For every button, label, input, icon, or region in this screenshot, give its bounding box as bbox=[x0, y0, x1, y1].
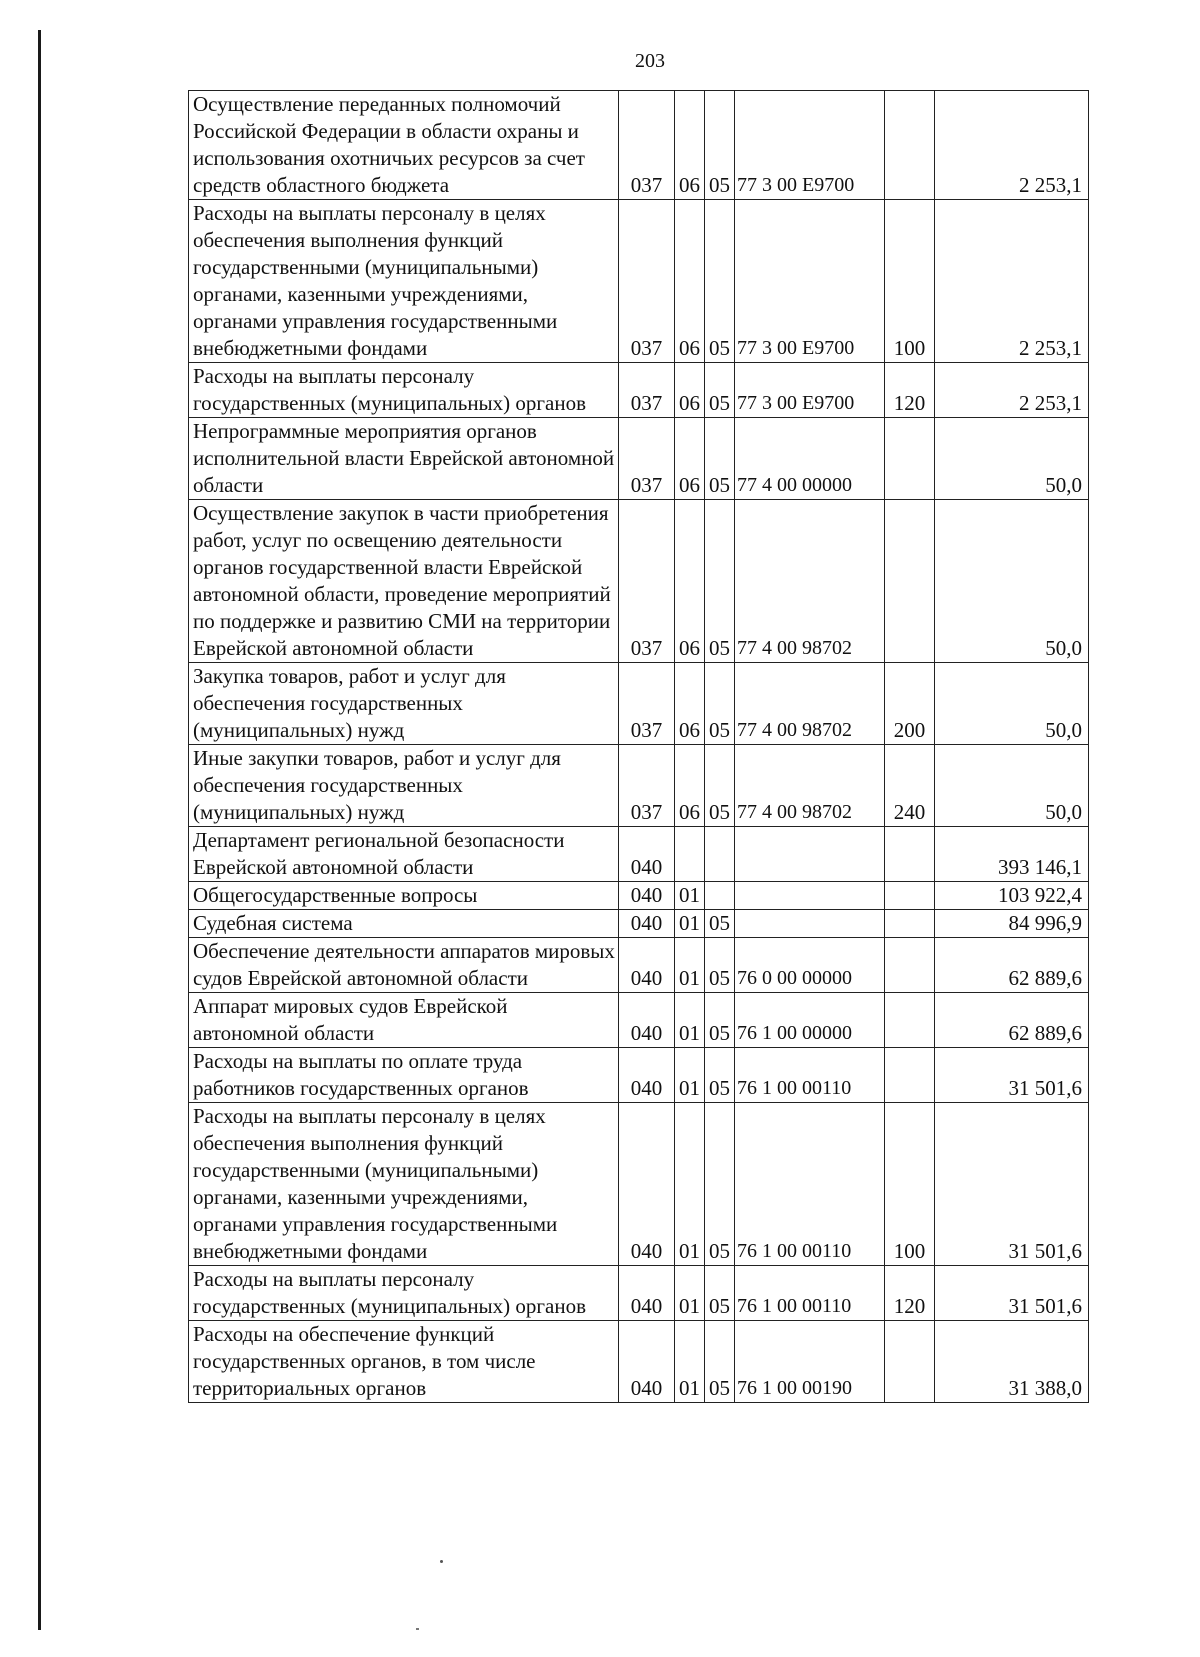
cell-target-article: 76 1 00 00000 bbox=[735, 993, 885, 1048]
cell-admin-code: 040 bbox=[619, 1266, 675, 1321]
cell-section: 06 bbox=[675, 363, 705, 418]
table-row bbox=[189, 663, 1089, 745]
cell-target-article: 76 1 00 00110 bbox=[735, 1266, 885, 1321]
cell-name: Расходы на выплаты персоналу в целях обеспечения выполнения функций государственными (муниципальными) органами, казенными учреждениями, органами управления государственными внебюджетными фондами bbox=[189, 1103, 619, 1266]
cell-target-article bbox=[735, 910, 885, 938]
cell-section: 01 bbox=[675, 1103, 705, 1266]
table-row bbox=[189, 418, 1089, 500]
cell-subsection: 05 bbox=[705, 938, 735, 993]
cell-amount: 31 501,6 bbox=[935, 1266, 1089, 1321]
table-body bbox=[189, 91, 1089, 1403]
cell-expense-type bbox=[885, 418, 935, 500]
cell-name: Закупка товаров, работ и услуг для обеспечения государственных (муниципальных) нужд bbox=[189, 663, 619, 745]
cell-amount: 50,0 bbox=[935, 418, 1089, 500]
cell-target-article: 77 4 00 00000 bbox=[735, 418, 885, 500]
cell-admin-code: 040 bbox=[619, 827, 675, 882]
cell-expense-type bbox=[885, 882, 935, 910]
cell-amount: 84 996,9 bbox=[935, 910, 1089, 938]
cell-amount: 2 253,1 bbox=[935, 363, 1089, 418]
table-row bbox=[189, 993, 1089, 1048]
cell-section: 01 bbox=[675, 882, 705, 910]
cell-section: 06 bbox=[675, 91, 705, 200]
table-row bbox=[189, 938, 1089, 993]
cell-subsection: 05 bbox=[705, 1266, 735, 1321]
cell-section: 01 bbox=[675, 1321, 705, 1403]
table-row bbox=[189, 1103, 1089, 1266]
cell-subsection: 05 bbox=[705, 1321, 735, 1403]
cell-section: 06 bbox=[675, 418, 705, 500]
cell-section: 01 bbox=[675, 910, 705, 938]
cell-amount: 31 501,6 bbox=[935, 1103, 1089, 1266]
cell-name: Осуществление переданных полномочий Российской Федерации в области охраны и использования охотничьих ресурсов за счет средств областного бюджета bbox=[189, 91, 619, 200]
cell-subsection: 05 bbox=[705, 200, 735, 363]
cell-subsection: 05 bbox=[705, 500, 735, 663]
cell-admin-code: 040 bbox=[619, 1048, 675, 1103]
cell-amount: 31 388,0 bbox=[935, 1321, 1089, 1403]
cell-subsection bbox=[705, 882, 735, 910]
cell-admin-code: 037 bbox=[619, 500, 675, 663]
cell-amount: 62 889,6 bbox=[935, 938, 1089, 993]
cell-name: Осуществление закупок в части приобретения работ, услуг по освещению деятельности органов государственной власти Еврейской автономной области, проведение мероприятий по поддержке и развитию СМИ на территории Еврейской автономной области bbox=[189, 500, 619, 663]
cell-name: Расходы на выплаты по оплате труда работников государственных органов bbox=[189, 1048, 619, 1103]
cell-target-article: 76 0 00 00000 bbox=[735, 938, 885, 993]
cell-target-article: 77 3 00 E9700 bbox=[735, 363, 885, 418]
cell-section: 01 bbox=[675, 1266, 705, 1321]
cell-target-article: 76 1 00 00190 bbox=[735, 1321, 885, 1403]
table-row bbox=[189, 200, 1089, 363]
cell-expense-type bbox=[885, 910, 935, 938]
cell-admin-code: 037 bbox=[619, 745, 675, 827]
cell-section: 06 bbox=[675, 500, 705, 663]
cell-admin-code: 040 bbox=[619, 882, 675, 910]
cell-target-article: 77 4 00 98702 bbox=[735, 500, 885, 663]
table-row bbox=[189, 91, 1089, 200]
cell-section: 01 bbox=[675, 1048, 705, 1103]
cell-amount: 2 253,1 bbox=[935, 91, 1089, 200]
cell-section bbox=[675, 827, 705, 882]
cell-admin-code: 037 bbox=[619, 663, 675, 745]
cell-section: 06 bbox=[675, 745, 705, 827]
cell-name: Расходы на обеспечение функций государственных органов, в том числе территориальных органов bbox=[189, 1321, 619, 1403]
table-row bbox=[189, 827, 1089, 882]
cell-expense-type bbox=[885, 500, 935, 663]
cell-admin-code: 040 bbox=[619, 1103, 675, 1266]
cell-expense-type: 120 bbox=[885, 363, 935, 418]
cell-expense-type: 100 bbox=[885, 1103, 935, 1266]
cell-subsection: 05 bbox=[705, 745, 735, 827]
cell-admin-code: 040 bbox=[619, 938, 675, 993]
cell-subsection: 05 bbox=[705, 663, 735, 745]
cell-name: Расходы на выплаты персоналу государственных (муниципальных) органов bbox=[189, 1266, 619, 1321]
table-row bbox=[189, 910, 1089, 938]
cell-subsection bbox=[705, 827, 735, 882]
cell-admin-code: 037 bbox=[619, 91, 675, 200]
cell-section: 06 bbox=[675, 663, 705, 745]
cell-admin-code: 037 bbox=[619, 418, 675, 500]
table-row bbox=[189, 882, 1089, 910]
cell-name: Обеспечение деятельности аппаратов мировых судов Еврейской автономной области bbox=[189, 938, 619, 993]
cell-admin-code: 037 bbox=[619, 200, 675, 363]
cell-admin-code: 040 bbox=[619, 910, 675, 938]
cell-subsection: 05 bbox=[705, 91, 735, 200]
cell-subsection: 05 bbox=[705, 1048, 735, 1103]
cell-amount: 103 922,4 bbox=[935, 882, 1089, 910]
cell-admin-code: 037 bbox=[619, 363, 675, 418]
cell-amount: 2 253,1 bbox=[935, 200, 1089, 363]
cell-name: Департамент региональной безопасности Еврейской автономной области bbox=[189, 827, 619, 882]
cell-admin-code: 040 bbox=[619, 1321, 675, 1403]
cell-name: Судебная система bbox=[189, 910, 619, 938]
cell-subsection: 05 bbox=[705, 910, 735, 938]
cell-expense-type bbox=[885, 91, 935, 200]
cell-subsection: 05 bbox=[705, 993, 735, 1048]
cell-amount: 393 146,1 bbox=[935, 827, 1089, 882]
cell-section: 01 bbox=[675, 938, 705, 993]
cell-subsection: 05 bbox=[705, 1103, 735, 1266]
cell-target-article: 76 1 00 00110 bbox=[735, 1103, 885, 1266]
binding-margin-line bbox=[38, 30, 41, 1630]
cell-expense-type: 100 bbox=[885, 200, 935, 363]
cell-section: 01 bbox=[675, 993, 705, 1048]
cell-expense-type: 120 bbox=[885, 1266, 935, 1321]
cell-target-article: 77 4 00 98702 bbox=[735, 663, 885, 745]
cell-target-article bbox=[735, 882, 885, 910]
cell-expense-type bbox=[885, 938, 935, 993]
cell-name: Непрограммные мероприятия органов исполнительной власти Еврейской автономной области bbox=[189, 418, 619, 500]
cell-expense-type bbox=[885, 993, 935, 1048]
cell-expense-type: 200 bbox=[885, 663, 935, 745]
cell-amount: 50,0 bbox=[935, 500, 1089, 663]
cell-expense-type: 240 bbox=[885, 745, 935, 827]
cell-name: Расходы на выплаты персоналу государственных (муниципальных) органов bbox=[189, 363, 619, 418]
table-row bbox=[189, 745, 1089, 827]
cell-subsection: 05 bbox=[705, 363, 735, 418]
page-number: 203 bbox=[635, 50, 665, 72]
cell-name: Аппарат мировых судов Еврейской автономной области bbox=[189, 993, 619, 1048]
cell-target-article: 77 4 00 98702 bbox=[735, 745, 885, 827]
cell-expense-type bbox=[885, 1048, 935, 1103]
cell-target-article: 77 3 00 E9700 bbox=[735, 91, 885, 200]
cell-expense-type bbox=[885, 827, 935, 882]
cell-subsection: 05 bbox=[705, 418, 735, 500]
cell-name: Общегосударственные вопросы bbox=[189, 882, 619, 910]
cell-name: Расходы на выплаты персоналу в целях обеспечения выполнения функций государственными (муниципальными) органами, казенными учреждениями, органами управления государственными внебюджетными фондами bbox=[189, 200, 619, 363]
table-row bbox=[189, 500, 1089, 663]
cell-expense-type bbox=[885, 1321, 935, 1403]
cell-target-article bbox=[735, 827, 885, 882]
cell-target-article: 76 1 00 00110 bbox=[735, 1048, 885, 1103]
scan-speck bbox=[440, 1560, 443, 1563]
cell-name: Иные закупки товаров, работ и услуг для обеспечения государственных (муниципальных) нужд bbox=[189, 745, 619, 827]
cell-target-article: 77 3 00 E9700 bbox=[735, 200, 885, 363]
table-row bbox=[189, 363, 1089, 418]
cell-amount: 31 501,6 bbox=[935, 1048, 1089, 1103]
scan-speck bbox=[416, 1628, 419, 1630]
table-row bbox=[189, 1321, 1089, 1403]
cell-admin-code: 040 bbox=[619, 993, 675, 1048]
cell-section: 06 bbox=[675, 200, 705, 363]
budget-table bbox=[188, 90, 1089, 1403]
table-row bbox=[189, 1048, 1089, 1103]
cell-amount: 50,0 bbox=[935, 663, 1089, 745]
table-row bbox=[189, 1266, 1089, 1321]
cell-amount: 62 889,6 bbox=[935, 993, 1089, 1048]
cell-amount: 50,0 bbox=[935, 745, 1089, 827]
